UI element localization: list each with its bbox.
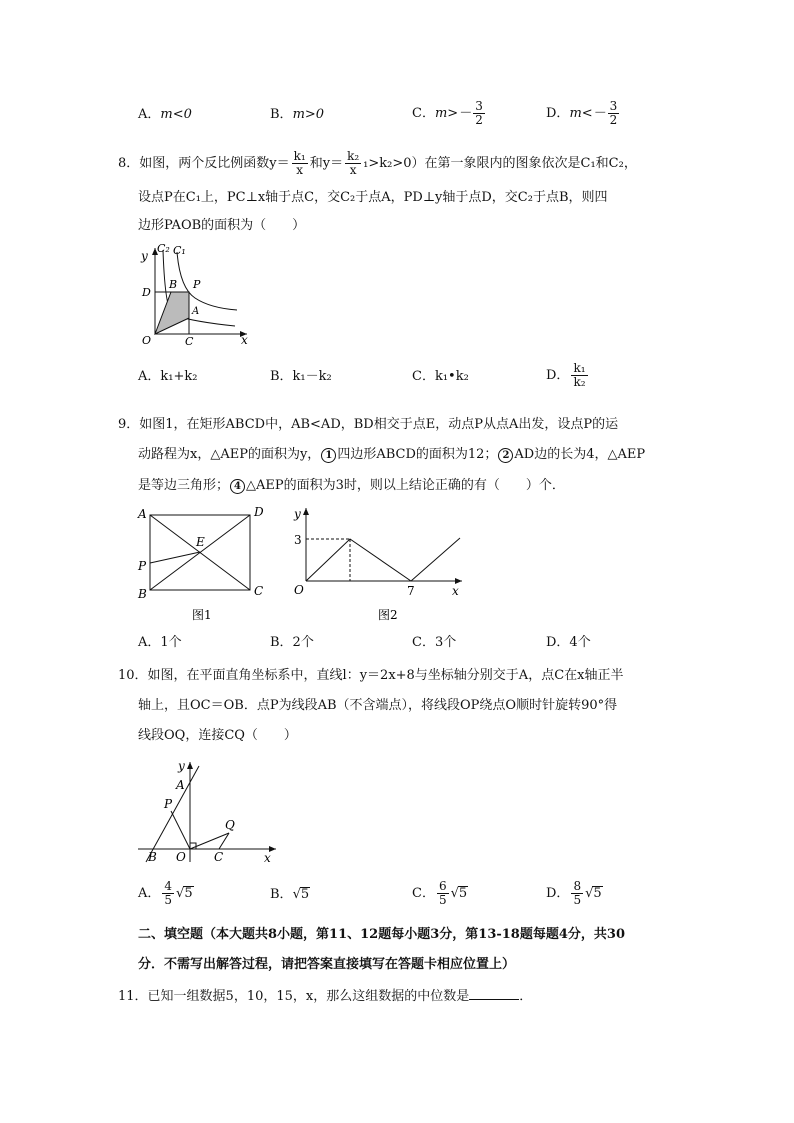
q9-line-2: 动路程为x，△AEP的面积为y， 1 四边形ABCD的面积为12； 2 AD边的长为4，△AEP (138, 447, 646, 462)
fig10-q-label: Q (225, 818, 235, 832)
fig9a-e-label: E (196, 535, 205, 549)
q8-figure (135, 240, 255, 350)
q9-option-b: B．2个 (270, 635, 314, 650)
q9-line-3: 是等边三角形； 4 △AEP的面积为3时，则以上结论正确的有（ ）个． (138, 478, 565, 493)
fig10-a-label: A (176, 778, 185, 792)
q10-option-d: D． $\frac{8}{5}$ √5 (546, 879, 602, 907)
fig8-c-label: C (185, 335, 194, 348)
q7-option-a: A．m<0 (138, 107, 192, 122)
fig10-b-label: B (148, 850, 157, 864)
fig9a-c-label: C (254, 584, 264, 598)
fig10-x-label: x (264, 851, 271, 865)
q10-option-c: C． $\frac{6}{5}$ √5 (412, 879, 468, 907)
q8-line-2: 设点P在C₁上，PC⊥x轴于点C，交C₂于点A，PD⊥y轴于点D，交C₂于点B，则四 (138, 190, 608, 205)
fig8-c1-label: C₁ (173, 244, 186, 257)
q9-option-c: C．3个 (412, 635, 457, 650)
fig9b-three-label: 3 (294, 533, 302, 547)
q9-figure-2 (286, 502, 466, 624)
fig10-p-label: P (164, 797, 173, 811)
fig9b-caption: 图2 (378, 608, 398, 622)
q10-line-1: 10．如图，在平面直角坐标系中，直线l：y＝2x+8与坐标轴分别交于A，点C在x轴正半 (118, 668, 624, 683)
fig9a-b-label: B (138, 587, 147, 601)
q10-option-b: B．√5 (270, 887, 310, 902)
fig8-a-label: A (192, 306, 200, 317)
q8-option-b: B．k₁－k₂ (270, 369, 332, 384)
fig9b-seven-label: 7 (407, 584, 415, 598)
fig8-y-label: y (141, 249, 148, 263)
fig9a-caption: 图1 (192, 608, 212, 622)
q8-option-c: C．k₁•k₂ (412, 369, 469, 384)
fig10-c-label: C (214, 850, 224, 864)
q8-line-1: 8．如图，两个反比例函数y＝ $\frac{\text{k₁}}{x}$ 和y＝ $\frac{\text{k₂}}{x}$ ₁>k₂>0）在第一象限内的图象依次是C₁和C₂， (118, 149, 637, 177)
q11-answer-blank[interactable] (469, 987, 519, 1000)
q11-text: 11．已知一组数据5，10，15，x，那么这组数据的中位数是 ． (118, 989, 533, 1004)
q9-option-d: D．4个 (546, 635, 591, 650)
fig9a-a-label: A (138, 507, 147, 521)
fig9b-x-label: x (452, 584, 459, 598)
fig9b-o-label: O (294, 583, 304, 597)
q9-option-a: A．1个 (138, 635, 182, 650)
q10-option-a: A． $\frac{4}{5}$ √5 (138, 879, 193, 907)
q9-figure-1 (134, 502, 274, 624)
section-2-heading-line-2: 分．不需写出解答过程，请把答案直接填写在答题卡相应位置上） (138, 957, 516, 972)
q10-figure (134, 756, 284, 868)
fig9b-y-label: y (294, 507, 301, 521)
q7-option-c: C．m>－ $\frac{3}{2}$ (412, 99, 483, 127)
q9-line-1: 9．如图1，在矩形ABCD中，AB<AD，BD相交于点E，动点P从点A出发，设点P的运 (118, 417, 619, 432)
fig8-p-label: P (193, 278, 201, 291)
q10-line-2: 轴上，且OC＝OB．点P为线段AB（不含端点），将线段OP绕点O顺时针旋转90°得 (138, 698, 618, 713)
fig8-d-label: D (142, 286, 151, 299)
q8-line-3: 边形PAOB的面积为（ ） (138, 218, 306, 233)
fig8-b-label: B (169, 278, 178, 291)
fig8-c2-label: C₂ (157, 242, 170, 255)
fig8-o-label: O (142, 334, 152, 347)
fig10-o-label: O (176, 850, 186, 864)
q8-option-a: A．k₁+k₂ (138, 369, 198, 384)
fig9a-p-label: P (138, 559, 147, 573)
q7-option-b: B．m>0 (270, 107, 325, 122)
q8-option-d: D． $\frac{\text{k₁}}{\text{k₂}}$ (546, 361, 586, 389)
section-2-heading-line-1: 二、填空题（本大题共8小题，第11、12题每小题3分，第13-18题每题4分，共30 (138, 927, 625, 942)
fig8-x-label: x (241, 333, 248, 347)
fig10-y-label: y (178, 759, 185, 773)
q10-line-3: 线段OQ，连接CQ（ ） (138, 728, 297, 743)
q7-option-d: D．m<－ $\frac{3}{2}$ (546, 99, 618, 127)
fig9a-d-label: D (254, 505, 264, 519)
